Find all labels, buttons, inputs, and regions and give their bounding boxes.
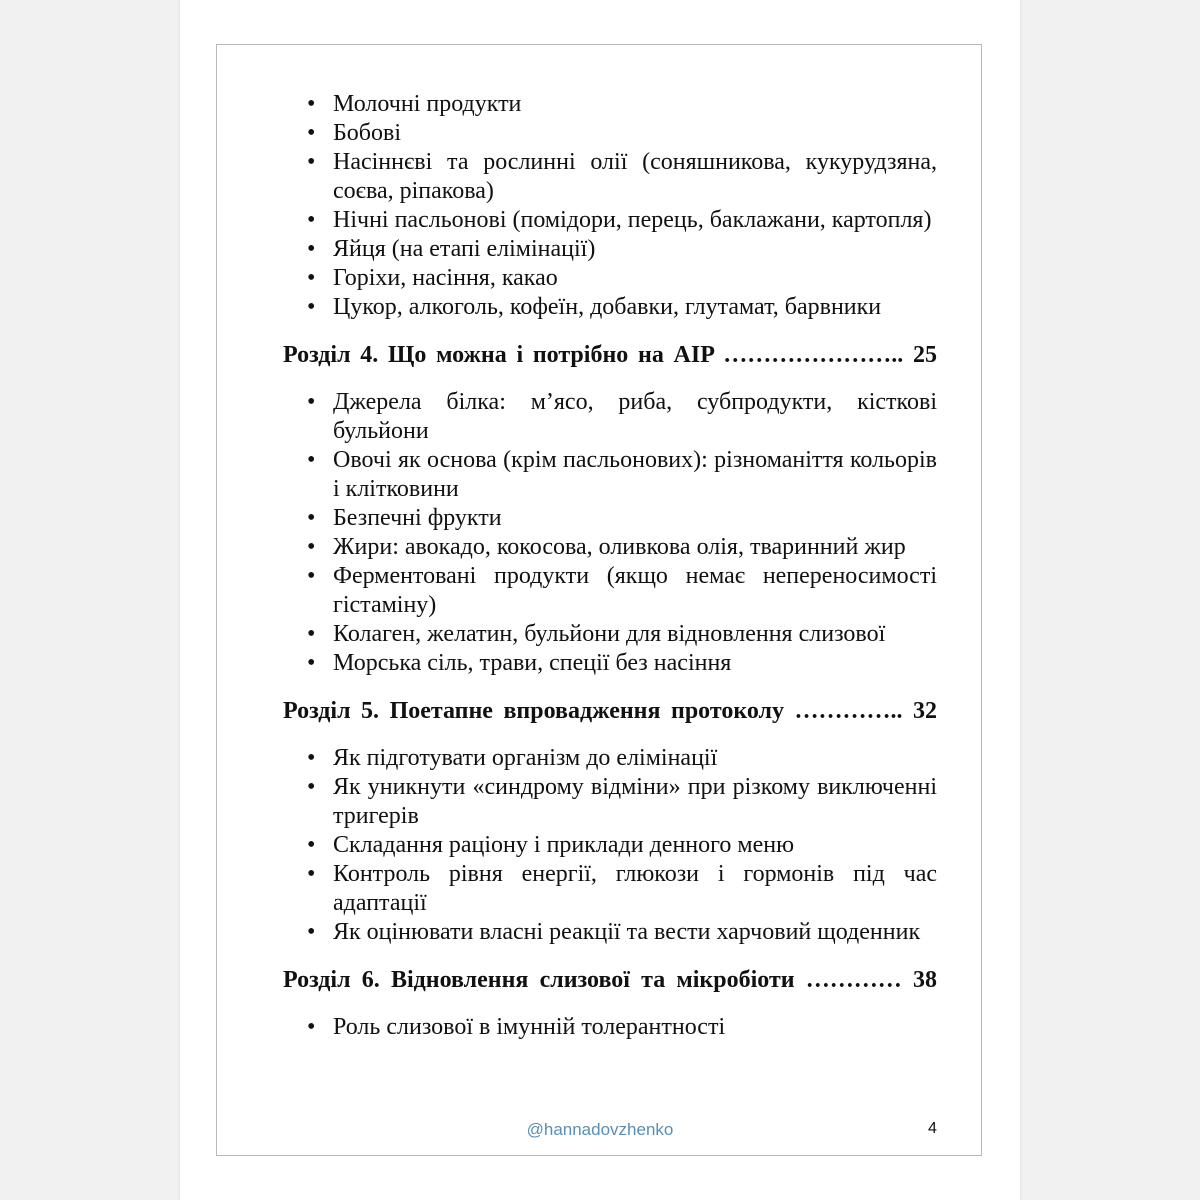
list-item: • Безпечні фрукти bbox=[283, 504, 937, 533]
section-4-heading: Розділ 4. Що можна і потрібно на AIP ………………….. 25 bbox=[283, 342, 937, 368]
excluded-foods-list bbox=[283, 90, 937, 322]
page-number: 4 bbox=[928, 1120, 937, 1137]
section-5-list bbox=[283, 744, 937, 947]
list-item: • Як підготувати організм до елімінації bbox=[283, 744, 937, 773]
list-item: • Горіхи, насіння, какао bbox=[283, 264, 937, 293]
section-4-list bbox=[283, 388, 937, 678]
list-item: • Контроль рівня енергії, глюкози і гормонів під час адаптації bbox=[283, 860, 937, 918]
list-item: • Цукор, алкоголь, кофеїн, добавки, глутамат, барвники bbox=[283, 293, 937, 322]
list-item: • Насіннєві та рослинні олії (соняшникова, кукурудзяна, соєва, ріпакова) bbox=[283, 148, 937, 206]
author-handle: @hannadovzhenko bbox=[526, 1120, 674, 1139]
list-item: • Нічні пасльонові (помідори, перець, баклажани, картопля) bbox=[283, 206, 937, 235]
list-item: • Складання раціону і приклади денного меню bbox=[283, 831, 937, 860]
list-item: • Овочі як основа (крім пасльонових): різноманіття кольорів і клітковини bbox=[283, 446, 937, 504]
list-item: • Як уникнути «синдрому відміни» при різкому виключенні тригерів bbox=[283, 773, 937, 831]
section-6-list bbox=[283, 1013, 937, 1042]
list-item: • Яйця (на етапі елімінації) bbox=[283, 235, 937, 264]
list-item: • Молочні продукти bbox=[283, 90, 937, 119]
list-item: • Роль слизової в імунній толерантності bbox=[283, 1013, 937, 1042]
list-item: • Ферментовані продукти (якщо немає непереносимості гістаміну) bbox=[283, 562, 937, 620]
list-item: • Бобові bbox=[283, 119, 937, 148]
section-5-heading: Розділ 5. Поетапне впровадження протоколу ………….. 32 bbox=[283, 698, 937, 724]
list-item: • Жири: авокадо, кокосова, оливкова олія, тваринний жир bbox=[283, 533, 937, 562]
list-item: • Колаген, желатин, бульйони для відновлення слизової bbox=[283, 620, 937, 649]
list-item: • Як оцінювати власні реакції та вести харчовий щоденник bbox=[283, 918, 937, 947]
list-item: • Джерела білка: м’ясо, риба, субпродукти, кісткові бульйони bbox=[283, 388, 937, 446]
list-item: • Морська сіль, трави, спеції без насіння bbox=[283, 649, 937, 678]
section-6-heading: Розділ 6. Відновлення слизової та мікробіоти ………… 38 bbox=[283, 967, 937, 993]
document-content bbox=[283, 90, 937, 1042]
